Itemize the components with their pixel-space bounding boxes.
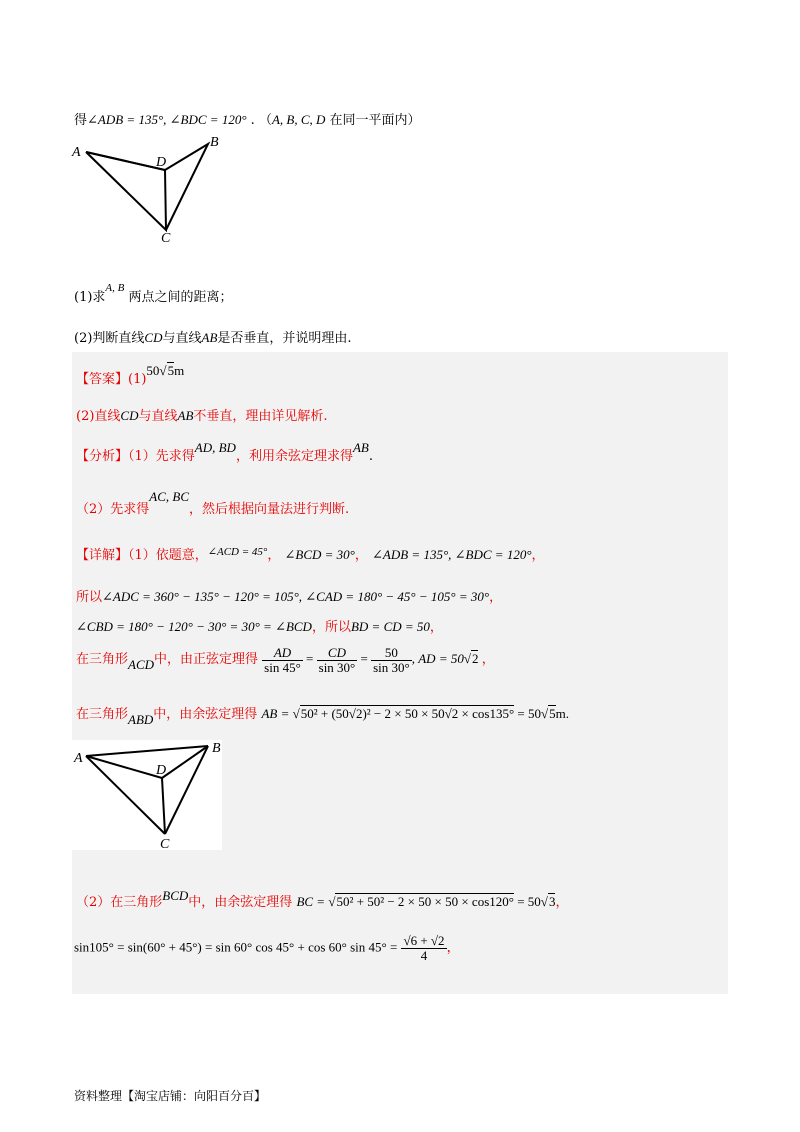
text: ， (354, 548, 368, 563)
label-d: D (156, 763, 167, 778)
frac-denominator: 4 (420, 947, 428, 963)
text: 得 (74, 113, 88, 128)
math: = 50 (517, 894, 541, 909)
label-a: A (74, 751, 83, 766)
frac-denominator: sin 30° (373, 659, 410, 675)
frac-denominator: sin 30° (318, 659, 356, 675)
text: ， (481, 652, 495, 668)
text: 是否垂直，并说明理由. (217, 331, 352, 346)
math: AB (352, 440, 369, 455)
answer-tag: 【答案】(1) (76, 372, 147, 387)
math: BC = (296, 894, 326, 909)
text: 中，由正弦定理得 (154, 652, 259, 668)
math: , AD = 50 (411, 651, 464, 667)
text: ， (555, 895, 569, 910)
math: m. (555, 706, 570, 721)
math: BCD (162, 888, 189, 903)
math: ∠CBD = 180° − 120° − 30° = 30° = ∠BCD (76, 619, 312, 634)
math: CD (120, 408, 139, 423)
math: ∠ACD = 45° (207, 546, 268, 558)
text: . (250, 113, 255, 128)
detail-line-1 (76, 544, 545, 563)
detail-line-3 (76, 616, 443, 635)
math: ∠ADC = 360° − 135° − 120° = 105°, ∠CAD = 180° − 45° − 105° = 30° (102, 589, 490, 604)
text: ，利用余弦定理求得 (235, 449, 353, 464)
analysis-tag: 【分析】（1）先求得 (76, 449, 195, 464)
math: = 50 (517, 706, 542, 721)
text: 不垂直，理由详见解析. (193, 409, 328, 424)
math: ABD (128, 712, 154, 727)
text: ， (489, 590, 503, 605)
math-radicand: 50² + (50√2)² − 2 × 50 × 50√2 × cos135° (300, 706, 515, 721)
text: （2）先求得 (76, 502, 150, 517)
frac-numerator: AD (262, 646, 303, 661)
math: 2 (471, 651, 479, 667)
answer-line-1: 【答案】(1)50√5m (76, 363, 185, 387)
math-points: A, B, C, D (271, 112, 326, 127)
math: m (174, 363, 185, 378)
math-radicand: 50² + 50² − 2 × 50 × 50 × cos120° (336, 894, 514, 909)
text: (2)直线 (76, 409, 121, 424)
text: ， (429, 620, 443, 635)
detail-part2-line-1: （2）在三角形BCD中，由余弦定理得 BC = √50² + 50² − 2 × 50 × 50 × cos120° = 50√3， (76, 888, 569, 910)
math: AB (201, 330, 218, 345)
text: 在三角形 (76, 707, 129, 722)
text: 与直线 (138, 409, 178, 424)
math: ∠BCD = 30° (284, 547, 355, 562)
analysis-line-1 (76, 440, 373, 464)
math: CD (144, 330, 163, 345)
text: 中，由余弦定理得 (188, 895, 293, 910)
text: 两点之间的距离； (128, 290, 233, 305)
math-points: A, B (105, 282, 125, 294)
detail-line-5: 在三角形ABD中，由余弦定理得 AB = √50² + (50√2)² − 2 × 50 × 50√2 × cos135° = 50√5m. (76, 706, 570, 727)
math: AB (177, 408, 194, 423)
analysis-line-2 (76, 489, 350, 517)
text: 中，由余弦定理得 (153, 707, 258, 722)
geometry-figure-2 (72, 740, 222, 850)
math: 5 (167, 363, 175, 378)
math: BD = CD = 50 (350, 619, 430, 634)
frac-numerator: 50 (371, 646, 412, 661)
text: （2）在三角形 (76, 895, 163, 910)
frac-numerator: √6 + √2 (403, 933, 445, 948)
detail-tag: 【详解】（1）依题意， (76, 548, 208, 563)
frac-denominator: sin 45° (264, 659, 301, 675)
geometry-figure-1 (68, 130, 228, 245)
text: 所以 (76, 590, 103, 605)
label-c: C (161, 231, 171, 245)
text: ， (267, 548, 281, 563)
text: ，所以 (311, 620, 351, 635)
footer-source: 资料整理【淘宝店铺：向阳百分百】 (74, 1089, 267, 1103)
text: ， (446, 940, 460, 956)
math: sin105° = sin(60° + 45°) = sin 60° cos 45° + cos 60° sin 45° = (74, 939, 398, 955)
text: 在三角形 (76, 652, 129, 668)
text: 与直线 (162, 331, 202, 346)
problem-line-1 (74, 109, 421, 128)
math: ACD (128, 657, 155, 673)
detail-line-4: 在三角形ACD中，由正弦定理得 $\frac{AD}{\sin 45^\circ}$ = $\frac{CD}{\sin 30^\circ}$ = $\frac{50}{\sin 30^\circ}$ , AD = 50√2 ， (76, 645, 495, 675)
label-a: A (72, 145, 81, 160)
question-2 (74, 327, 352, 346)
text: . (368, 449, 373, 464)
math: 5 (549, 706, 556, 721)
frac-numerator: CD (317, 646, 358, 661)
label-b: B (210, 135, 219, 150)
detail-part2-line-2 (74, 934, 460, 962)
math-angles: ∠ADB = 135°, ∠BDC = 120° (87, 112, 247, 127)
text: (2)判断直线 (74, 331, 145, 346)
detail-line-2 (76, 586, 502, 605)
answer-line-2 (76, 405, 328, 424)
text: （ (258, 113, 272, 128)
text: 在同一平面内） (329, 113, 421, 128)
text: (1)求 (74, 290, 106, 305)
text: ，然后根据向量法进行判断. (189, 502, 350, 517)
label-c: C (160, 837, 170, 850)
label-b: B (212, 741, 221, 756)
question-1 (74, 282, 233, 305)
math: AD, BD (194, 440, 236, 455)
math: ∠ADB = 135°, ∠BDC = 120° (372, 547, 532, 562)
math: 3 (548, 894, 556, 909)
math: AB = (261, 706, 290, 721)
text: ， (531, 548, 545, 563)
math: AC, BC (149, 489, 190, 504)
label-d: D (156, 155, 167, 170)
math: 50 (146, 363, 160, 378)
